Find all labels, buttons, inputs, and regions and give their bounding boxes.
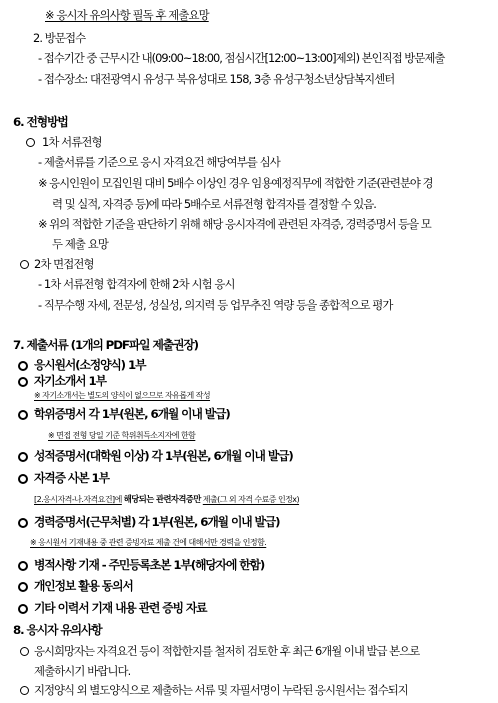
- doc-transcript: 성적증명서(대학원 이상) 각 1부(원본, 6개월 이내 발급): [34, 449, 293, 463]
- notice-1-line-2: 제출하시기 바랍니다.: [34, 664, 131, 678]
- notice-1-line-1: 응시희망자는 자격요건 등이 적합한지를 철저히 검토한 후 최근 6개월 이내 발급 본으로: [34, 644, 420, 658]
- doc-application-form: 응시원서(소정양식) 1부: [34, 358, 146, 372]
- doc-license-note-part-2: 해당되는 관련자격증만: [123, 494, 201, 504]
- stage-1-note-1-line-2: 력 및 실적, 자격증 등)에 따라 5배수로 서류전형 합격자를 결정할 수 있음.: [52, 197, 376, 211]
- circle-bullet-icon: [20, 260, 29, 269]
- circle-bullet-icon: [26, 138, 35, 147]
- doc-degree-certificate: 학위증명서 각 1부(원본, 6개월 이내 발급): [34, 407, 230, 421]
- bold-circle-bullet-icon: [18, 361, 28, 371]
- doc-career-certificate: 경력증명서(근무처별) 각 1부(원본, 6개월 이내 발급): [34, 515, 280, 529]
- bold-circle-bullet-icon: [18, 474, 28, 484]
- notice-read-before-submit: ※ 응시자 유의사항 필독 후 제출요망: [45, 8, 209, 22]
- doc-degree-certificate-note: ※ 면접 전형 당일 기준 학위취득소지자에 한함: [48, 431, 196, 440]
- bold-circle-bullet-icon: [18, 604, 28, 614]
- doc-self-introduction-note: ※ 자기소개서는 별도의 양식이 없으므로 자유롭게 작성: [34, 391, 211, 400]
- stage-2-interview: 2차 면접전형: [34, 257, 94, 271]
- doc-privacy-consent: 개인정보 활용 동의서: [34, 579, 133, 593]
- bold-circle-bullet-icon: [18, 410, 28, 420]
- circle-bullet-icon: [20, 686, 29, 695]
- bold-circle-bullet-icon: [18, 377, 28, 387]
- stage-2-eligibility: - 1차 서류전형 합격자에 한해 2차 시험 응시: [38, 277, 235, 291]
- bold-circle-bullet-icon: [18, 452, 28, 462]
- doc-license-note-part-3: 제출(그 외 자격 수료증 인정x): [202, 495, 300, 504]
- circle-bullet-icon: [20, 647, 29, 656]
- stage-1-document-screening: 1차 서류전형: [42, 135, 102, 149]
- bold-circle-bullet-icon: [18, 582, 28, 592]
- item-visit-submission: 2. 방문접수: [33, 31, 86, 45]
- doc-license-note: [34, 495, 299, 504]
- section-7-heading: 7. 제출서류 (1개의 PDF파일 제출권장): [13, 338, 198, 352]
- stage-1-note-2-line-2: 두 제출 요망: [52, 237, 108, 251]
- doc-career-certificate-note: ※ 응시원서 기재내용 중 관련 증빙자료 제출 건에 대해서만 경력을 인정함.: [30, 538, 267, 547]
- doc-military-record: 병적사항 기재 - 주민등록초본 1부(해당자에 한함): [34, 558, 265, 572]
- visit-location: - 접수장소: 대전광역시 유성구 북유성대로 158, 3층 유성구청소년상담복지센터: [38, 72, 395, 86]
- section-6-heading: 6. 전형방법: [13, 115, 68, 129]
- doc-license-note-part-1: [2.응시자격-나.자격요건]에: [34, 495, 122, 504]
- section-8-heading: 8. 응시자 유의사항: [13, 623, 102, 637]
- bold-circle-bullet-icon: [18, 518, 28, 528]
- notice-2-line-1: 지정양식 외 별도양식으로 제출하는 서류 및 자필서명이 누락된 응시원서는 접수되지: [34, 683, 408, 697]
- stage-2-criteria: - 직무수행 자세, 전문성, 성실성, 의지력 등 업무추진 역량 등을 종합적으로 평가: [38, 298, 393, 312]
- stage-1-criteria: - 제출서류를 기준으로 응시 자격요건 해당여부를 심사: [38, 155, 280, 169]
- visit-period: - 접수기간 중 근무시간 내(09:00~18:00, 점심시간[12:00~13:00]제외) 본인직접 방문제출: [38, 51, 445, 65]
- stage-1-note-1-line-1: ※ 응시인원이 모집인원 대비 5배수 이상인 경우 임용예정직무에 적합한 기준(관련분야 경: [38, 176, 433, 190]
- doc-other-evidence: 기타 이력서 기재 내용 관련 증빙 자료: [34, 601, 207, 615]
- stage-1-note-2-line-1: ※ 위의 적합한 기준을 판단하기 위해 해당 응시자격에 관련된 자격증, 경력증명서 등을 모: [38, 217, 431, 231]
- bold-circle-bullet-icon: [18, 561, 28, 571]
- doc-self-introduction: 자기소개서 1부: [34, 374, 106, 388]
- doc-license-copy: 자격증 사본 1부: [34, 471, 109, 485]
